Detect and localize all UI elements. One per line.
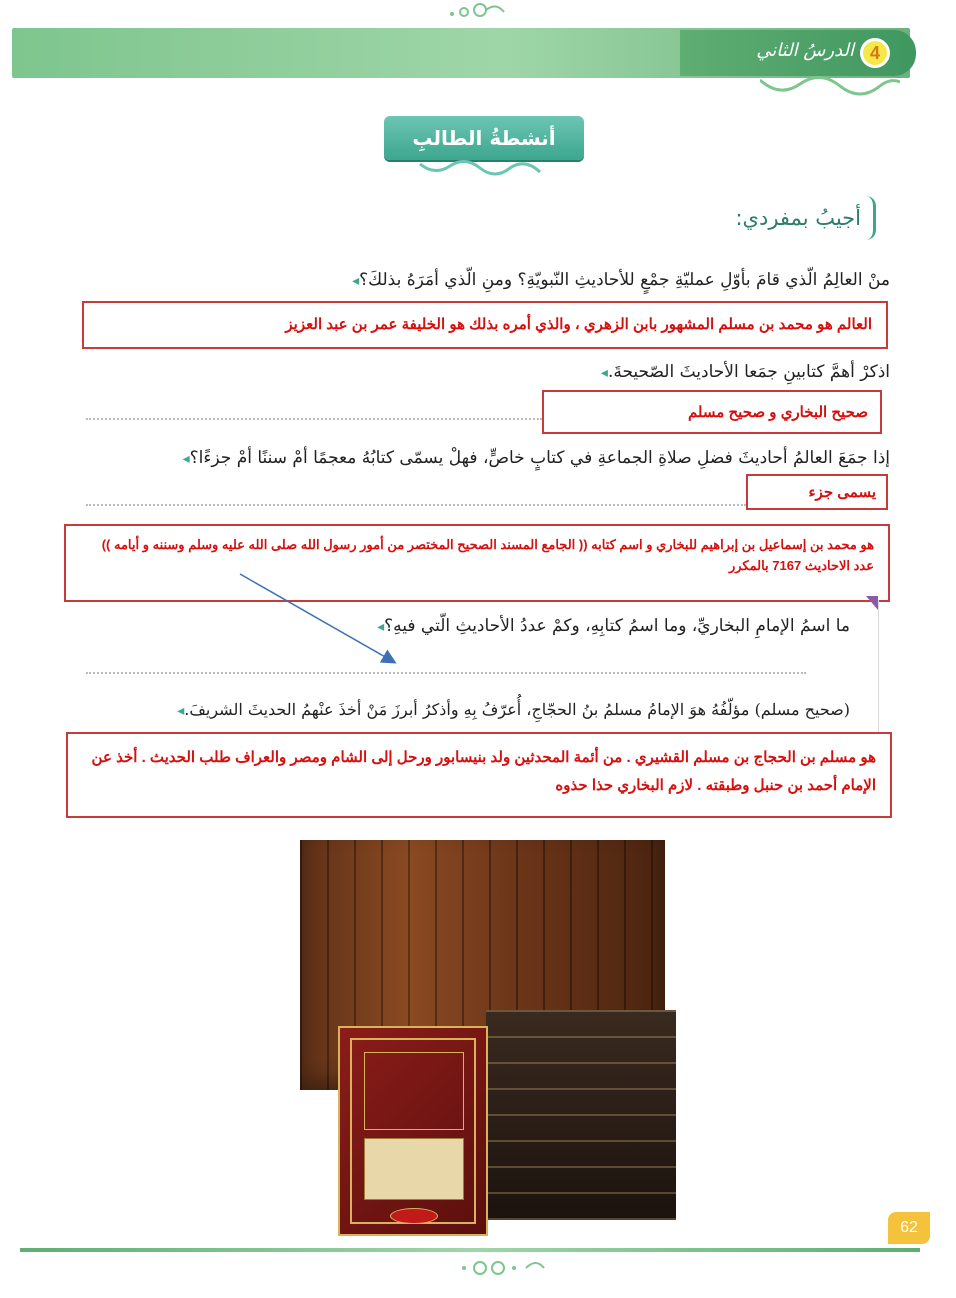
question-3 bbox=[110, 448, 890, 468]
question-4 bbox=[330, 616, 850, 636]
books-image-stack bbox=[486, 1010, 676, 1220]
answer-5-text: هو مسلم بن الحجاج بن مسلم القشيري . من أئمة المحدثين ولد بنيسابور ورحل إلى الشام ومصر والعراف طلب الحديث . أخذ عن الإمام أحمد بن حنبل وطبقته . لازم البخاري حذا حذوه bbox=[91, 749, 876, 794]
activity-badge: أنشطةُ الطالبِ bbox=[384, 116, 584, 160]
answer-box-5[interactable] bbox=[66, 732, 892, 818]
bullet-icon: ◂ bbox=[182, 451, 190, 467]
answer-line-4 bbox=[86, 672, 806, 674]
answer-box-3[interactable] bbox=[746, 474, 888, 510]
answer-box-2[interactable] bbox=[542, 390, 882, 434]
lesson-title: الدرسُ الثاني bbox=[756, 40, 854, 61]
bullet-icon: ◂ bbox=[377, 619, 385, 635]
bullet-icon: ◂ bbox=[352, 273, 360, 289]
footer-ornament-icon bbox=[440, 1256, 560, 1280]
answer-line-2 bbox=[86, 418, 542, 420]
answer-box-1[interactable] bbox=[82, 301, 888, 349]
arrow-icon bbox=[236, 570, 406, 670]
lesson-number: 4 bbox=[860, 38, 890, 68]
top-ornament bbox=[420, 0, 540, 24]
question-2-text: اذكرْ أهمَّ كتابينِ جمَعا الأحاديثَ الصّحيحةَ. bbox=[607, 362, 890, 382]
bullet-icon: ◂ bbox=[177, 703, 185, 719]
question-5 bbox=[86, 700, 850, 719]
question-1-text: منْ العالِمُ الّذي قامَ بأوّلِ عمليّةِ جمْعٍ للأحاديثِ النّبويّةِ؟ ومنِ الّذي أمَرَهُ بذلكَ؟ bbox=[359, 270, 890, 290]
page-number: 62 bbox=[888, 1212, 930, 1244]
answer-4-text: هو محمد بن إسماعيل بن إبراهيم للبخاري و اسم كتابه (( الجامع المسند الصحيح المختصر من أمور رسول الله صلى الله عليه وسلم وسننه و أيامه )) عدد الاحاديث 7167 بالمكرر bbox=[101, 537, 874, 573]
bullet-icon: ◂ bbox=[600, 365, 608, 381]
answer-box-4[interactable] bbox=[64, 524, 890, 602]
question-5-text: (صحيح مسلم) مؤلّفُهُ هوَ الإمامُ مسلمُ بنُ الحجّاجِ، أُعرّفُ بِهِ وأذكرُ أبرزَ مَنْ أخذَ عنْهمُ الحديثَ الشريفَ. bbox=[184, 700, 850, 719]
header-ornament-icon bbox=[760, 76, 900, 98]
question-2 bbox=[480, 362, 890, 382]
question-3-text: إذا جمَعَ العالمُ أحاديثَ فضلِ صلاةِ الجماعةِ في كتابٍ خاصٍّ، فهلْ يسمّى كتابُهُ معجمًا أمْ سننًا أمْ جزءًا؟ bbox=[189, 448, 890, 468]
question-4-text: ما اسمُ الإمامِ البخاريِّ، وما اسمُ كتابِهِ، وكمْ عددُ الأحاديثِ الّتي فيهِ؟ bbox=[384, 616, 850, 636]
answer-3-text: يسمى جزء bbox=[808, 484, 876, 501]
badge-ornament-icon bbox=[410, 160, 560, 176]
instruction-label: أجيبُ بمفردي: bbox=[690, 196, 876, 240]
book-cover-image bbox=[338, 1026, 488, 1236]
answer-line-3 bbox=[86, 504, 746, 506]
footer-line bbox=[20, 1248, 920, 1252]
answer-1-text: العالم هو محمد بن مسلم المشهور بابن الزهري ، والذي أمره بذلك هو الخليفة عمر بن عبد العزيز bbox=[285, 316, 872, 333]
question-1 bbox=[300, 270, 890, 290]
answer-2-text: صحيح البخاري و صحيح مسلم bbox=[687, 404, 868, 421]
